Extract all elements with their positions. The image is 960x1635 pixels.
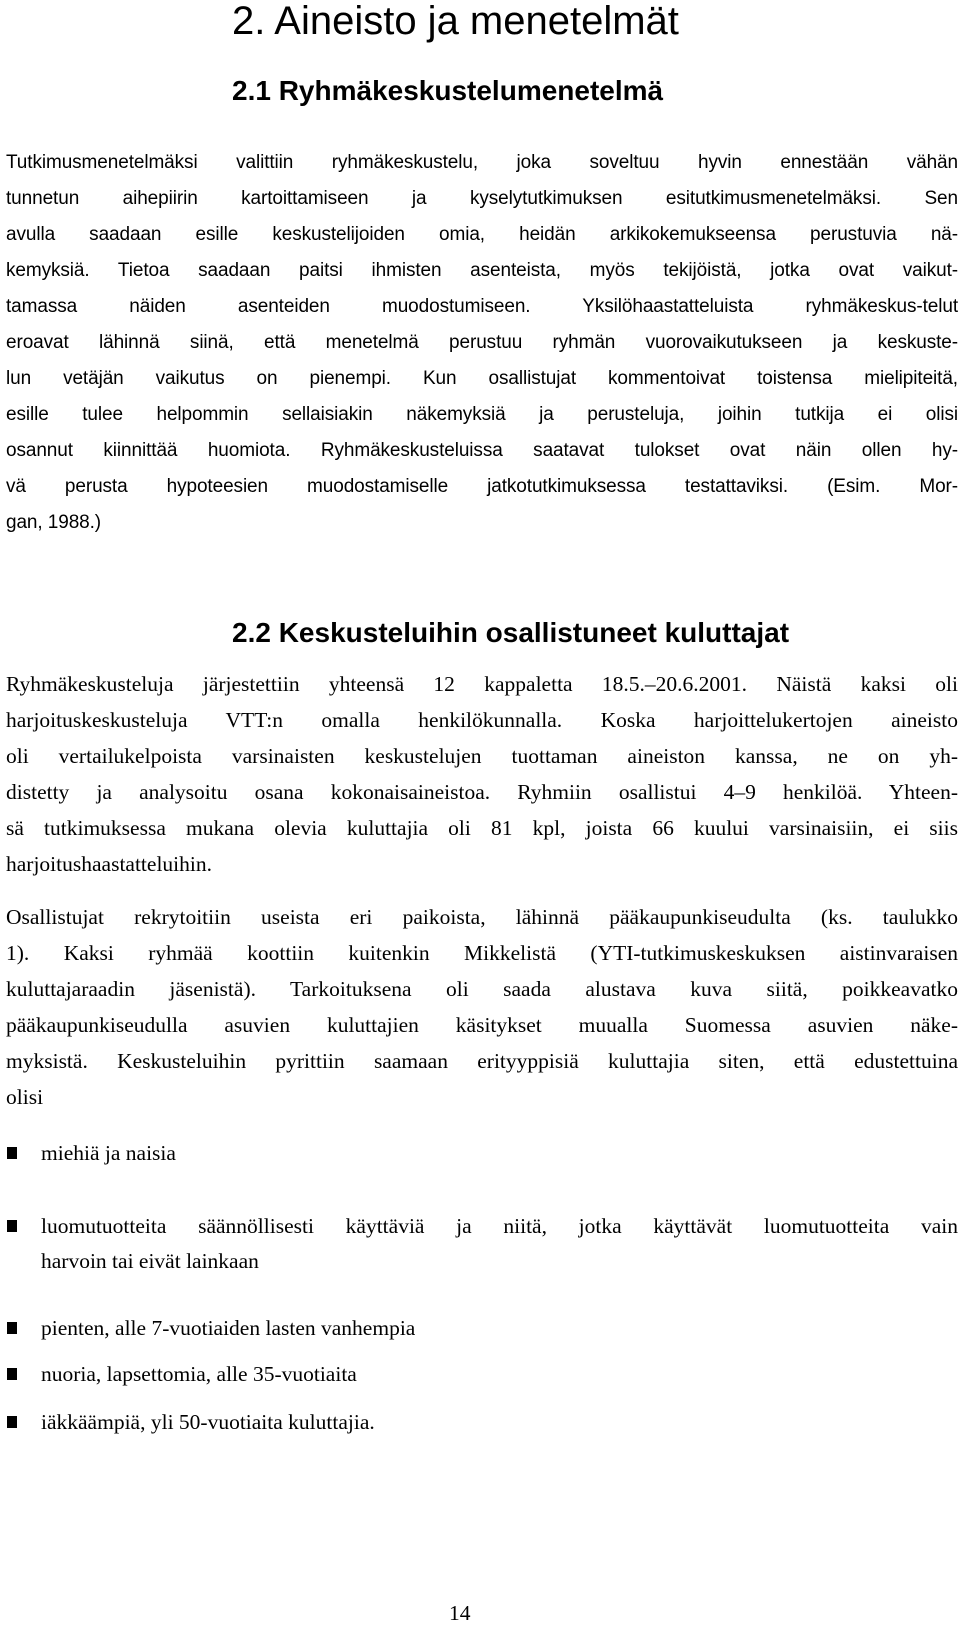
paragraph-line: esille tulee helpommin sellaisiakin näkemyksiä ja perusteluja, joihin tutkija ei olisi bbox=[6, 404, 958, 425]
paragraph-line: 1). Kaksi ryhmää koottiin kuitenkin Mikkelistä (YTI-tutkimuskeskuksen aistinvaraisen bbox=[6, 941, 958, 965]
list-item-line: pienten, alle 7-vuotiaiden lasten vanhempia bbox=[41, 1316, 416, 1340]
paragraph-groups bbox=[6, 666, 958, 882]
list-item-text bbox=[41, 1357, 958, 1392]
paragraph-line: Osallistujat rekrytoitiin useista eri paikoista, lähinnä pääkaupunkiseudulta (ks. taulukko bbox=[6, 905, 958, 929]
paragraph-line: pääkaupunkiseudulla asuvien kuluttajien käsitykset muualla Suomessa asuvien näke- bbox=[6, 1013, 958, 1037]
list-item-line: nuoria, lapsettomia, alle 35-vuotiaita bbox=[41, 1362, 357, 1386]
section-heading-2-1: 2.1 Ryhmäkeskustelumenetelmä bbox=[232, 75, 664, 106]
paragraph-line: gan, 1988.) bbox=[6, 512, 102, 533]
square-bullet-icon bbox=[7, 1416, 17, 1428]
paragraph-line: eroavat lähinnä siinä, että menetelmä perustuu ryhmän vuorovaikutukseen ja keskuste- bbox=[6, 332, 958, 353]
paragraph-line: lun vetäjän vaikutus on pienempi. Kun osallistujat kommentoivat toistensa mielipiteitä, bbox=[6, 368, 958, 389]
square-bullet-icon bbox=[7, 1220, 17, 1232]
chapter-title: 2. Aineisto ja menetelmät bbox=[232, 0, 679, 43]
paragraph-line: olisi bbox=[6, 1085, 44, 1109]
paragraph-recruitment bbox=[6, 899, 958, 1115]
list-item-line: luomutuotteita säännöllisesti käyttäviä ja niitä, jotka käyttävät luomutuotteita vain bbox=[41, 1214, 958, 1238]
page-number: 14 bbox=[449, 1601, 471, 1625]
list-item-line: harvoin tai eivät lainkaan bbox=[41, 1249, 259, 1273]
paragraph-line: vä perusta hypoteesien muodostamiselle jatkotutkimuksessa testattaviksi. (Esim. Mor- bbox=[6, 476, 958, 497]
square-bullet-icon bbox=[7, 1368, 17, 1380]
paragraph-line: oli vertailukelpoista varsinaisten keskustelujen tuottaman aineiston kanssa, ne on yh- bbox=[6, 744, 958, 768]
paragraph-line: tunnetun aihepiirin kartoittamiseen ja kyselytutkimuksen esitutkimusmenetelmäksi. Sen bbox=[6, 188, 958, 209]
paragraph-line: osannut kiinnittää huomiota. Ryhmäkeskusteluissa saatavat tulokset ovat näin ollen hy- bbox=[6, 440, 958, 461]
square-bullet-icon bbox=[7, 1322, 17, 1334]
list-item-text bbox=[41, 1209, 958, 1279]
paragraph-line: Ryhmäkeskusteluja järjestettiin yhteensä 12 kappaletta 18.5.–20.6.2001. Näistä kaksi oli bbox=[6, 672, 958, 696]
paragraph-line: myksistä. Keskusteluihin pyrittiin saamaan erityyppisiä kuluttajia siten, että edustettuina bbox=[6, 1049, 958, 1073]
list-item-text bbox=[41, 1136, 958, 1171]
paragraph-line: tamassa näiden asenteiden muodostumiseen. Yksilöhaastatteluista ryhmäkeskus-telut bbox=[6, 296, 958, 317]
paragraph-line: Tutkimusmenetelmäksi valittiin ryhmäkeskustelu, joka soveltuu hyvin ennestään vähän bbox=[6, 152, 958, 173]
list-item-text bbox=[41, 1311, 958, 1346]
list-item-line: iäkkäämpiä, yli 50-vuotiaita kuluttajia. bbox=[41, 1410, 375, 1434]
list-item-text bbox=[41, 1405, 958, 1440]
paragraph-line: distetty ja analysoitu osana kokonaisaineistoa. Ryhmiin osallistui 4–9 henkilöä. Yhteen- bbox=[6, 780, 958, 804]
square-bullet-icon bbox=[7, 1147, 17, 1159]
paragraph-line: avulla saadaan esille keskustelijoiden omia, heidän arkikokemukseensa perustuvia nä- bbox=[6, 224, 958, 245]
paragraph-line: harjoituskeskusteluja VTT:n omalla henkilökunnalla. Koska harjoittelukertojen aineisto bbox=[6, 708, 958, 732]
paragraph-line: kemyksiä. Tietoa saadaan paitsi ihmisten asenteista, myös tekijöistä, jotka ovat vaikut- bbox=[6, 260, 958, 281]
paragraph-line: sä tutkimuksessa mukana olevia kuluttajia oli 81 kpl, joista 66 kuului varsinaisiin, ei siis bbox=[6, 816, 958, 840]
paragraph-line: harjoitushaastatteluihin. bbox=[6, 852, 212, 876]
paragraph-method bbox=[6, 145, 958, 541]
paragraph-line: kuluttajaraadin jäsenistä). Tarkoituksena oli saada alustava kuva siitä, poikkeavatko bbox=[6, 977, 958, 1001]
section-heading-2-2: 2.2 Keskusteluihin osallistuneet kuluttajat bbox=[232, 617, 790, 648]
list-item-line: miehiä ja naisia bbox=[41, 1141, 176, 1165]
